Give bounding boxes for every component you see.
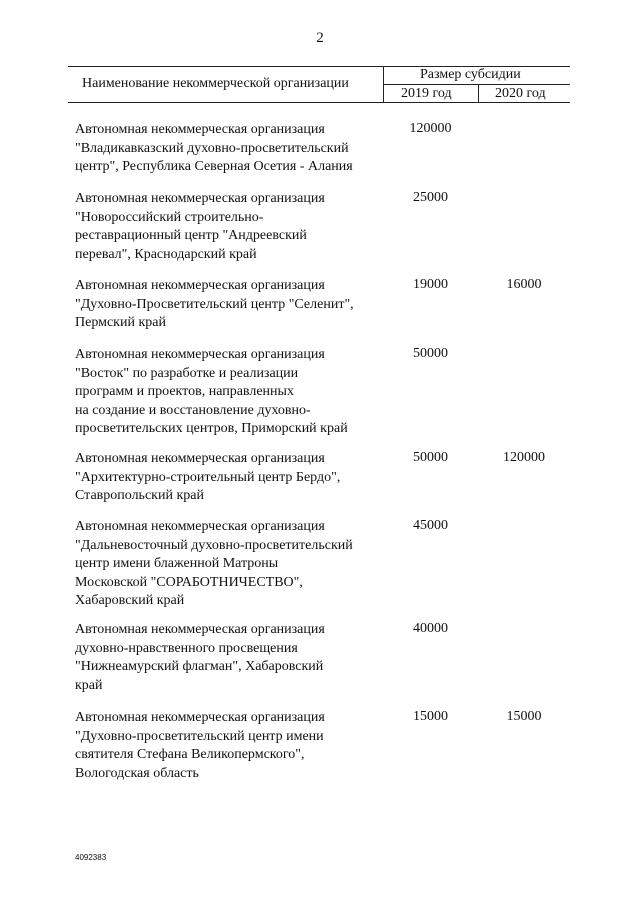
document-code: 4092383 (75, 853, 107, 862)
table-row-amount-2019: 120000 (409, 121, 452, 136)
table-row-amount-2019: 45000 (413, 518, 448, 533)
table-row-amount-2019: 50000 (413, 346, 448, 361)
page-number: 2 (316, 30, 324, 46)
table-row-amount-2019: 40000 (413, 621, 448, 636)
table-row-org-name: Автономная некоммерческая организация "Восток" по разработке и реализации программ и проектов, направленных на создание и восстановление духовно- просветительских центров, Приморский край (75, 347, 348, 436)
column-header-2020: 2020 год (495, 86, 546, 101)
table-row-org-name: Автономная некоммерческая организация "Архитектурно-строительный центр Бердо", Ставропольский край (75, 451, 341, 503)
table-row-amount-2020: 16000 (506, 277, 542, 292)
header-subsidy-divider (383, 84, 570, 85)
table-row-amount-2020: 120000 (503, 450, 545, 465)
table-row-amount-2019: 25000 (413, 190, 448, 205)
header-bottom-rule (68, 102, 570, 103)
table-row-org-name: Автономная некоммерческая организация духовно-нравственного просвещения "Нижнеамурский флагман", Хабаровский край (75, 622, 325, 693)
column-header-2019: 2019 год (401, 86, 452, 101)
table-row-org-name: Автономная некоммерческая организация "Дальневосточный духовно-просветительский центр имени блаженной Матроны Московской "СОРАБОТНИЧЕСТВО", Хабаровский край (75, 519, 353, 608)
table-row-org-name: Автономная некоммерческая организация "Духовно-Просветительский центр "Селенит", Пермский край (75, 278, 354, 330)
header-year-divider (478, 85, 479, 103)
table-row-amount-2020: 15000 (506, 709, 542, 724)
table-row-org-name: Автономная некоммерческая организация "Владикавказский духовно-просветительский центр", Республика Северная Осетия - Алания (75, 122, 353, 174)
table-row-amount-2019: 19000 (413, 277, 448, 292)
table-row-org-name: Автономная некоммерческая организация "Духовно-просветительский центр имени святителя Стефана Великопермского", Вологодская область (75, 710, 325, 781)
column-header-subsidy: Размер субсидии (420, 67, 521, 82)
table-row-amount-2019: 15000 (413, 709, 448, 724)
table-row-org-name: Автономная некоммерческая организация "Новороссийский строительно- реставрационный центр "Андреевский перевал", Краснодарский край (75, 191, 325, 262)
column-header-organization: Наименование некоммерческой организации (82, 76, 349, 91)
table-row-amount-2019: 50000 (413, 450, 448, 465)
